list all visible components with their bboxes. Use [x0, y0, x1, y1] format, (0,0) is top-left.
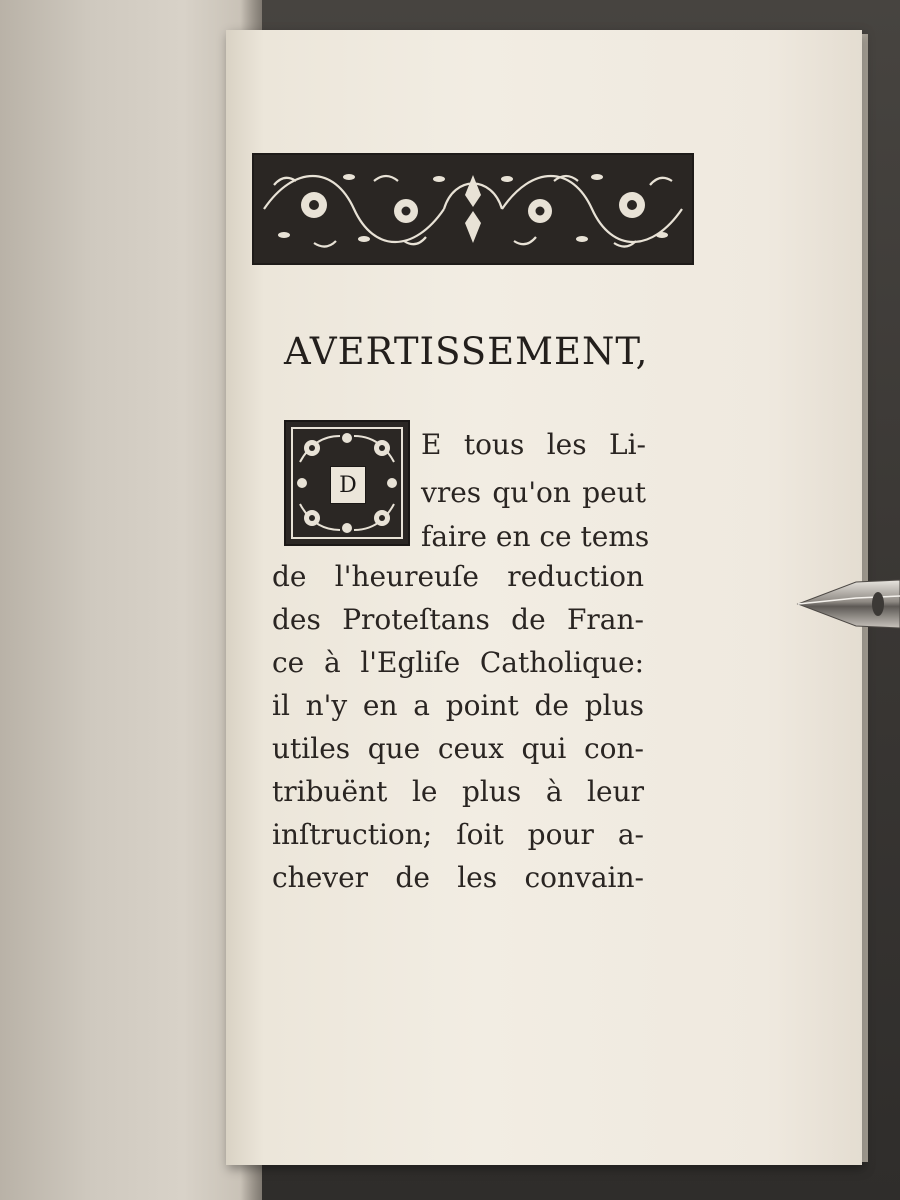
pen-pointer-icon — [796, 572, 900, 636]
text-line: tribuënt le plus à leur — [272, 775, 644, 808]
text-line: utiles que ceux qui con- — [272, 732, 644, 765]
text-line: ce à l'Egliſe Catholique: — [272, 646, 644, 679]
text-line: il n'y en a point de plus — [272, 689, 644, 722]
text-line: de l'heureuſe reduction — [272, 560, 644, 593]
left-page — [0, 0, 262, 1200]
ornamental-headpiece — [252, 153, 694, 265]
decorated-initial — [284, 420, 410, 546]
text-line: chever de les convain- — [272, 861, 644, 894]
text-line: vres qu'on peut — [421, 476, 646, 509]
floral-ornament-icon — [254, 155, 692, 263]
text-line: E tous les Li- — [421, 428, 646, 461]
text-line: des Proteſtans de Fran- — [272, 603, 644, 636]
page-title: AVERTISSEMENT, — [284, 330, 649, 373]
drop-cap-letter: D — [330, 466, 366, 504]
text-line: inſtruction; ſoit pour a- — [272, 818, 644, 851]
text-line: faire en ce tems — [421, 520, 650, 553]
